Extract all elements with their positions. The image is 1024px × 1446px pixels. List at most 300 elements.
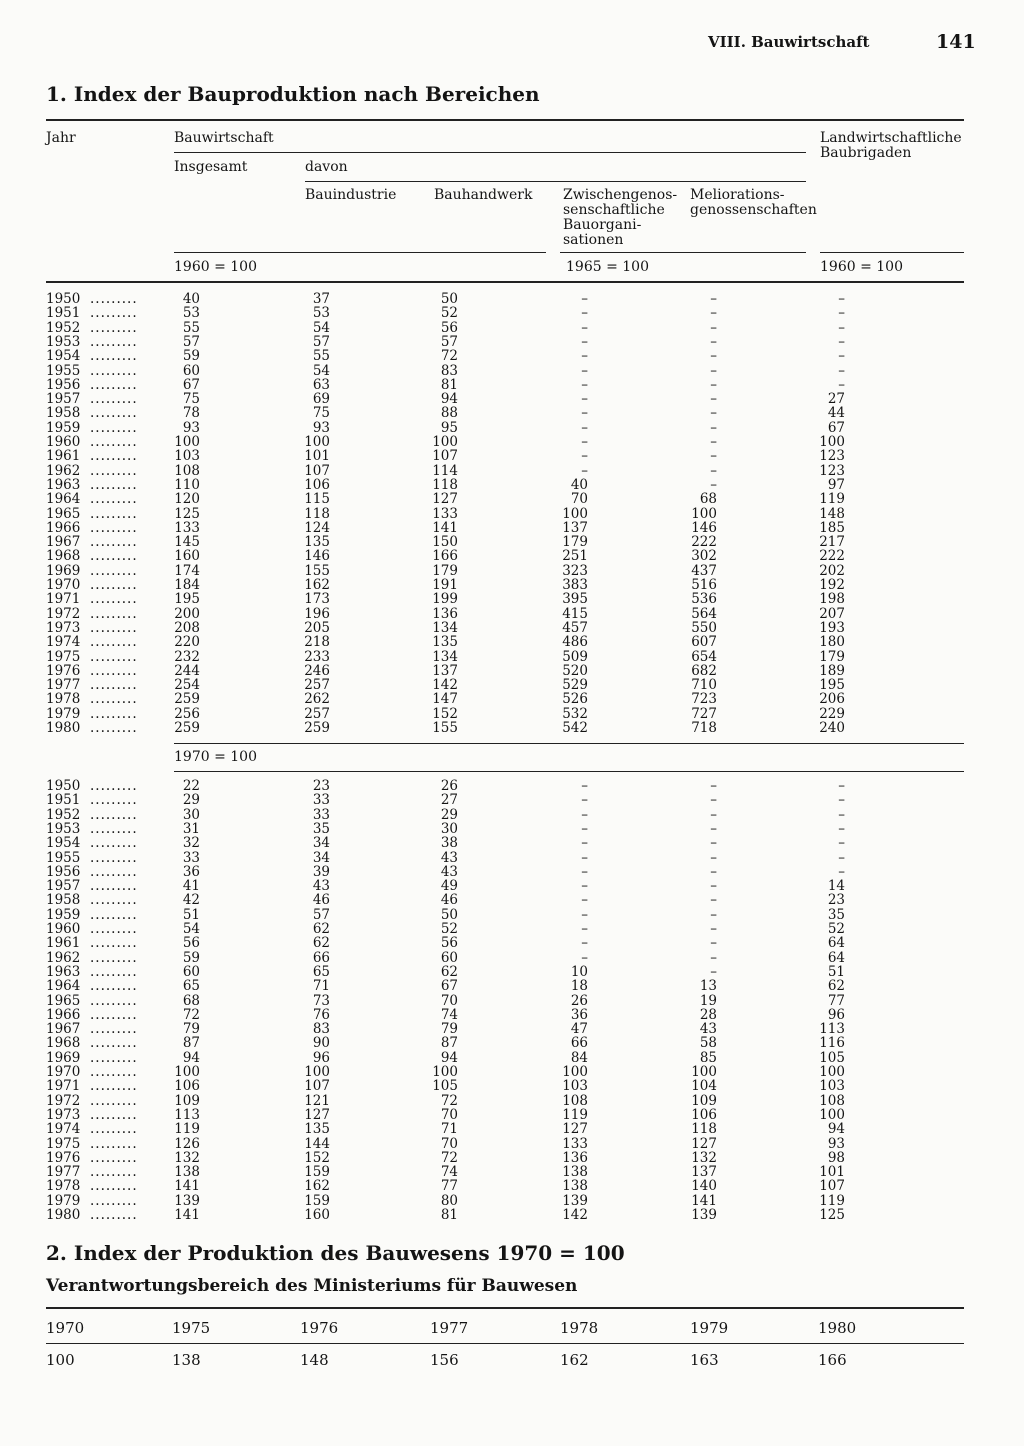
leader-dots: .........: [90, 878, 138, 895]
cell-year: 1960: [46, 434, 81, 450]
col-davon: davon: [305, 159, 348, 175]
leader-dots: .........: [90, 391, 138, 408]
leader-dots: .........: [90, 835, 138, 852]
leader-dots: .........: [90, 662, 138, 679]
table2-year: 1970: [46, 1319, 85, 1337]
cell-year: 1977: [46, 1164, 81, 1181]
cell-landwirtschaftliche-baubrigaden: 52: [827, 921, 845, 937]
leader-dots: .........: [90, 1035, 138, 1052]
cell-insgesamt: 32: [182, 835, 200, 852]
leader-dots: .........: [90, 405, 138, 422]
cell-meliorationsgenossenschaften: 13: [699, 978, 717, 995]
cell-insgesamt: 126: [174, 1135, 200, 1152]
cell-insgesamt: 200: [174, 605, 200, 622]
cell-zwischengenossenschaftlich: 10: [570, 963, 588, 980]
cell-insgesamt: 29: [182, 792, 200, 809]
cell-landwirtschaftliche-baubrigaden: 222: [819, 548, 845, 565]
cell-bauindustrie: 205: [304, 619, 330, 636]
cell-meliorationsgenossenschaften: –: [710, 792, 717, 809]
cell-meliorationsgenossenschaften: –: [710, 419, 717, 436]
leader-dots: .........: [90, 1049, 138, 1066]
cell-meliorationsgenossenschaften: 140: [691, 1178, 717, 1195]
cell-meliorationsgenossenschaften: 28: [699, 1006, 717, 1023]
cell-landwirtschaftliche-baubrigaden: –: [838, 333, 845, 350]
cell-landwirtschaftliche-baubrigaden: 229: [819, 705, 845, 722]
cell-meliorationsgenossenschaften: 146: [691, 519, 717, 536]
cell-bauhandwerk: 105: [432, 1078, 458, 1095]
cell-insgesamt: 30: [182, 806, 200, 823]
leader-dots: .........: [90, 963, 138, 980]
cell-insgesamt: 51: [182, 906, 200, 923]
cell-bauhandwerk: 70: [440, 1135, 458, 1152]
table1-top-rule: [46, 119, 964, 121]
cell-meliorationsgenossenschaften: 127: [691, 1135, 717, 1152]
cell-bauhandwerk: 52: [440, 305, 458, 322]
cell-zwischengenossenschaftlich: 84: [570, 1049, 588, 1066]
table2-value: 166: [818, 1351, 847, 1369]
cell-zwischengenossenschaftlich: 323: [562, 562, 588, 579]
cell-year: 1972: [46, 605, 81, 622]
cell-landwirtschaftliche-baubrigaden: 64: [827, 935, 845, 952]
cell-bauindustrie: 54: [312, 319, 330, 336]
cell-meliorationsgenossenschaften: –: [710, 376, 717, 393]
cell-year: 1969: [46, 562, 81, 579]
cell-year: 1980: [46, 720, 81, 736]
cell-insgesamt: 79: [182, 1021, 200, 1038]
cell-bauindustrie: 23: [312, 778, 330, 794]
cell-zwischengenossenschaftlich: –: [581, 806, 588, 823]
cell-year: 1954: [46, 835, 81, 852]
cell-year: 1954: [46, 348, 81, 365]
cell-year: 1955: [46, 362, 81, 379]
cell-bauindustrie: 100: [304, 1064, 330, 1080]
cell-bauhandwerk: 46: [440, 892, 458, 909]
cell-bauhandwerk: 43: [440, 863, 458, 880]
cell-zwischengenossenschaftlich: 251: [562, 548, 588, 565]
cell-zwischengenossenschaftlich: –: [581, 448, 588, 465]
cell-bauindustrie: 106: [304, 476, 330, 493]
cell-bauindustrie: 101: [304, 448, 330, 465]
table2-year: 1978: [560, 1319, 599, 1337]
cell-landwirtschaftliche-baubrigaden: –: [838, 835, 845, 852]
cell-zwischengenossenschaftlich: 526: [562, 691, 588, 708]
cell-bauindustrie: 118: [304, 505, 330, 522]
cell-bauindustrie: 115: [304, 491, 330, 508]
cell-landwirtschaftliche-baubrigaden: –: [838, 792, 845, 809]
leader-dots: .........: [90, 1006, 138, 1023]
cell-meliorationsgenossenschaften: –: [710, 963, 717, 980]
cell-zwischengenossenschaftlich: 179: [562, 534, 588, 551]
cell-meliorationsgenossenschaften: 718: [691, 720, 717, 736]
cell-bauhandwerk: 118: [432, 476, 458, 493]
cell-bauhandwerk: 81: [440, 1207, 458, 1223]
cell-landwirtschaftliche-baubrigaden: 27: [827, 391, 845, 408]
leader-dots: .........: [90, 1092, 138, 1109]
cell-bauhandwerk: 50: [440, 906, 458, 923]
cell-bauhandwerk: 30: [440, 820, 458, 837]
cell-meliorationsgenossenschaften: –: [710, 863, 717, 880]
cell-landwirtschaftliche-baubrigaden: –: [838, 849, 845, 866]
cell-zwischengenossenschaftlich: 40: [570, 476, 588, 493]
col-bauhandwerk: Bauhandwerk: [434, 187, 533, 203]
cell-year: 1962: [46, 462, 81, 479]
cell-meliorationsgenossenschaften: 106: [691, 1106, 717, 1123]
page-number: 141: [936, 31, 976, 53]
leader-dots: .........: [90, 476, 138, 493]
cell-zwischengenossenschaftlich: 70: [570, 491, 588, 508]
cell-zwischengenossenschaftlich: 509: [562, 648, 588, 665]
table2-value: 138: [172, 1351, 201, 1369]
table2-mid-rule: [46, 1343, 964, 1344]
cell-bauindustrie: 43: [312, 878, 330, 895]
cell-bauindustrie: 107: [304, 1078, 330, 1095]
cell-zwischengenossenschaftlich: –: [581, 949, 588, 966]
leader-dots: .........: [90, 705, 138, 722]
cell-insgesamt: 93: [182, 419, 200, 436]
leader-dots: .........: [90, 605, 138, 622]
cell-meliorationsgenossenschaften: 137: [691, 1164, 717, 1181]
table2-title: 2. Index der Produktion des Bauwesens 1970 = 100: [46, 1241, 625, 1265]
cell-zwischengenossenschaftlich: 136: [562, 1149, 588, 1166]
cell-landwirtschaftliche-baubrigaden: 193: [819, 619, 845, 636]
cell-bauindustrie: 146: [304, 548, 330, 565]
cell-bauhandwerk: 95: [440, 419, 458, 436]
cell-bauindustrie: 144: [304, 1135, 330, 1152]
cell-insgesamt: 259: [174, 691, 200, 708]
cell-bauindustrie: 46: [312, 892, 330, 909]
cell-landwirtschaftliche-baubrigaden: 108: [819, 1092, 845, 1109]
leader-dots: .........: [90, 1164, 138, 1181]
cell-zwischengenossenschaftlich: 520: [562, 662, 588, 679]
cell-zwischengenossenschaftlich: 542: [562, 720, 588, 736]
cell-zwischengenossenschaftlich: 100: [562, 1064, 588, 1080]
leader-dots: .........: [90, 491, 138, 508]
cell-insgesamt: 60: [182, 963, 200, 980]
cell-bauindustrie: 39: [312, 863, 330, 880]
leader-dots: .........: [90, 1121, 138, 1138]
cell-zwischengenossenschaftlich: 26: [570, 992, 588, 1009]
cell-landwirtschaftliche-baubrigaden: 192: [819, 577, 845, 593]
table2-year: 1976: [300, 1319, 339, 1337]
cell-insgesamt: 42: [182, 892, 200, 909]
cell-landwirtschaftliche-baubrigaden: 217: [819, 534, 845, 551]
cell-meliorationsgenossenschaften: 118: [691, 1121, 717, 1138]
cell-landwirtschaftliche-baubrigaden: 93: [827, 1135, 845, 1152]
cell-insgesamt: 141: [174, 1178, 200, 1195]
cell-bauhandwerk: 67: [440, 978, 458, 995]
cell-landwirtschaftliche-baubrigaden: 62: [827, 978, 845, 995]
cell-landwirtschaftliche-baubrigaden: 77: [827, 992, 845, 1009]
leader-dots: .........: [90, 677, 138, 694]
cell-zwischengenossenschaftlich: 100: [562, 505, 588, 522]
cell-insgesamt: 254: [174, 677, 200, 694]
cell-zwischengenossenschaftlich: –: [581, 892, 588, 909]
cell-insgesamt: 33: [182, 849, 200, 866]
cell-bauhandwerk: 100: [432, 434, 458, 450]
col-landwirtschaftliche-baubrigaden: Landwirtschaftliche Baubrigaden: [820, 130, 962, 161]
cell-bauhandwerk: 60: [440, 949, 458, 966]
cell-bauindustrie: 62: [312, 921, 330, 937]
cell-bauindustrie: 259: [304, 720, 330, 736]
cell-year: 1960: [46, 921, 81, 937]
cell-meliorationsgenossenschaften: 437: [691, 562, 717, 579]
leader-dots: .........: [90, 1135, 138, 1152]
cell-zwischengenossenschaftlich: –: [581, 348, 588, 365]
cell-bauhandwerk: 88: [440, 405, 458, 422]
cell-bauhandwerk: 72: [440, 1092, 458, 1109]
cell-bauhandwerk: 87: [440, 1035, 458, 1052]
cell-landwirtschaftliche-baubrigaden: 207: [819, 605, 845, 622]
table2-year: 1980: [818, 1319, 857, 1337]
cell-insgesamt: 174: [174, 562, 200, 579]
leader-dots: .........: [90, 978, 138, 995]
cell-year: 1966: [46, 519, 81, 536]
cell-year: 1965: [46, 505, 81, 522]
leader-dots: .........: [90, 1192, 138, 1209]
leader-dots: .........: [90, 505, 138, 522]
cell-bauhandwerk: 72: [440, 1149, 458, 1166]
cell-landwirtschaftliche-baubrigaden: –: [838, 291, 845, 307]
cell-bauhandwerk: 142: [432, 677, 458, 694]
cell-bauindustrie: 135: [304, 1121, 330, 1138]
cell-zwischengenossenschaftlich: –: [581, 419, 588, 436]
leader-dots: .........: [90, 333, 138, 350]
table2-top-rule: [46, 1307, 964, 1309]
cell-bauhandwerk: 83: [440, 362, 458, 379]
col-meliorationsgenossenschaften: Meliorations- genossenschaften: [690, 187, 817, 218]
cell-year: 1961: [46, 935, 81, 952]
cell-landwirtschaftliche-baubrigaden: 100: [819, 1064, 845, 1080]
cell-bauindustrie: 159: [304, 1164, 330, 1181]
cell-bauindustrie: 152: [304, 1149, 330, 1166]
cell-meliorationsgenossenschaften: 100: [691, 1064, 717, 1080]
cell-meliorationsgenossenschaften: –: [710, 849, 717, 866]
cell-bauindustrie: 83: [312, 1021, 330, 1038]
leader-dots: .........: [90, 448, 138, 465]
cell-insgesamt: 160: [174, 548, 200, 565]
cell-bauindustrie: 34: [312, 835, 330, 852]
leader-dots: .........: [90, 849, 138, 866]
cell-bauhandwerk: 74: [440, 1006, 458, 1023]
cell-zwischengenossenschaftlich: 457: [562, 619, 588, 636]
cell-zwischengenossenschaftlich: 66: [570, 1035, 588, 1052]
cell-bauindustrie: 173: [304, 591, 330, 608]
leader-dots: .........: [90, 863, 138, 880]
cell-bauhandwerk: 79: [440, 1021, 458, 1038]
cell-zwischengenossenschaftlich: 415: [562, 605, 588, 622]
cell-zwischengenossenschaftlich: –: [581, 462, 588, 479]
cell-insgesamt: 55: [182, 319, 200, 336]
cell-insgesamt: 87: [182, 1035, 200, 1052]
base-rule-mid: [560, 252, 806, 253]
cell-meliorationsgenossenschaften: –: [710, 462, 717, 479]
cell-bauindustrie: 155: [304, 562, 330, 579]
cell-zwischengenossenschaftlich: 383: [562, 577, 588, 593]
cell-meliorationsgenossenschaften: –: [710, 835, 717, 852]
cell-year: 1957: [46, 878, 81, 895]
cell-insgesamt: 125: [174, 505, 200, 522]
col-bauindustrie: Bauindustrie: [305, 187, 397, 203]
cell-bauhandwerk: 137: [432, 662, 458, 679]
cell-meliorationsgenossenschaften: 19: [699, 992, 717, 1009]
cell-zwischengenossenschaftlich: 18: [570, 978, 588, 995]
cell-bauhandwerk: 150: [432, 534, 458, 551]
cell-insgesamt: 113: [174, 1106, 200, 1123]
base-1960-left: 1960 = 100: [174, 259, 257, 275]
cell-bauindustrie: 162: [304, 1178, 330, 1195]
cell-bauindustrie: 124: [304, 519, 330, 536]
cell-insgesamt: 208: [174, 619, 200, 636]
cell-meliorationsgenossenschaften: 139: [691, 1207, 717, 1223]
cell-meliorationsgenossenschaften: –: [710, 878, 717, 895]
leader-dots: .........: [90, 348, 138, 365]
leader-dots: .........: [90, 419, 138, 436]
cell-bauindustrie: 218: [304, 634, 330, 651]
cell-year: 1967: [46, 534, 81, 551]
leader-dots: .........: [90, 921, 138, 937]
cell-bauhandwerk: 114: [432, 462, 458, 479]
cell-meliorationsgenossenschaften: –: [710, 305, 717, 322]
cell-insgesamt: 184: [174, 577, 200, 593]
leader-dots: .........: [90, 806, 138, 823]
cell-year: 1975: [46, 648, 81, 665]
cell-year: 1958: [46, 892, 81, 909]
cell-insgesamt: 103: [174, 448, 200, 465]
col-bauwirtschaft: Bauwirtschaft: [174, 130, 274, 146]
cell-insgesamt: 195: [174, 591, 200, 608]
cell-landwirtschaftliche-baubrigaden: 35: [827, 906, 845, 923]
cell-bauindustrie: 71: [312, 978, 330, 995]
cell-bauindustrie: 63: [312, 376, 330, 393]
cell-bauhandwerk: 166: [432, 548, 458, 565]
cell-insgesamt: 65: [182, 978, 200, 995]
col-insgesamt: Insgesamt: [174, 159, 248, 175]
cell-bauhandwerk: 191: [432, 577, 458, 593]
cell-zwischengenossenschaftlich: –: [581, 305, 588, 322]
cell-insgesamt: 54: [182, 921, 200, 937]
cell-bauindustrie: 162: [304, 577, 330, 593]
cell-meliorationsgenossenschaften: 516: [691, 577, 717, 593]
cell-zwischengenossenschaftlich: 133: [562, 1135, 588, 1152]
cell-year: 1978: [46, 691, 81, 708]
cell-year: 1965: [46, 992, 81, 1009]
leader-dots: .........: [90, 376, 138, 393]
cell-bauhandwerk: 107: [432, 448, 458, 465]
cell-year: 1959: [46, 906, 81, 923]
cell-meliorationsgenossenschaften: 132: [691, 1149, 717, 1166]
cell-year: 1971: [46, 1078, 81, 1095]
cell-bauhandwerk: 74: [440, 1164, 458, 1181]
cell-bauhandwerk: 71: [440, 1121, 458, 1138]
cell-year: 1951: [46, 305, 81, 322]
leader-dots: .........: [90, 634, 138, 651]
cell-bauindustrie: 246: [304, 662, 330, 679]
table2-value: 100: [46, 1351, 75, 1369]
cell-bauhandwerk: 43: [440, 849, 458, 866]
cell-zwischengenossenschaftlich: –: [581, 405, 588, 422]
cell-year: 1963: [46, 963, 81, 980]
cell-bauindustrie: 96: [312, 1049, 330, 1066]
cell-bauhandwerk: 199: [432, 591, 458, 608]
cell-insgesamt: 139: [174, 1192, 200, 1209]
cell-year: 1956: [46, 376, 81, 393]
cell-insgesamt: 57: [182, 333, 200, 350]
base-rule-right: [820, 252, 964, 253]
cell-meliorationsgenossenschaften: 727: [691, 705, 717, 722]
cell-bauhandwerk: 38: [440, 835, 458, 852]
cell-landwirtschaftliche-baubrigaden: 103: [819, 1078, 845, 1095]
leader-dots: .........: [90, 1078, 138, 1095]
cell-landwirtschaftliche-baubrigaden: 116: [819, 1035, 845, 1052]
cell-meliorationsgenossenschaften: –: [710, 291, 717, 307]
cell-insgesamt: 259: [174, 720, 200, 736]
leader-dots: .........: [90, 305, 138, 322]
cell-year: 1950: [46, 778, 81, 794]
cell-bauindustrie: 66: [312, 949, 330, 966]
cell-year: 1980: [46, 1207, 81, 1223]
base-1960-right: 1960 = 100: [820, 259, 903, 275]
cell-landwirtschaftliche-baubrigaden: 23: [827, 892, 845, 909]
cell-bauhandwerk: 77: [440, 1178, 458, 1195]
cell-meliorationsgenossenschaften: –: [710, 806, 717, 823]
cell-bauindustrie: 93: [312, 419, 330, 436]
leader-dots: .........: [90, 720, 138, 736]
cell-meliorationsgenossenschaften: –: [710, 348, 717, 365]
cell-bauindustrie: 37: [312, 291, 330, 307]
cell-zwischengenossenschaftlich: 142: [562, 1207, 588, 1223]
cell-bauhandwerk: 29: [440, 806, 458, 823]
leader-dots: .........: [90, 648, 138, 665]
cell-meliorationsgenossenschaften: –: [710, 906, 717, 923]
leader-dots: .........: [90, 434, 138, 450]
cell-landwirtschaftliche-baubrigaden: 44: [827, 405, 845, 422]
cell-landwirtschaftliche-baubrigaden: 64: [827, 949, 845, 966]
cell-insgesamt: 59: [182, 348, 200, 365]
cell-year: 1953: [46, 820, 81, 837]
cell-year: 1968: [46, 548, 81, 565]
cell-zwischengenossenschaftlich: 103: [562, 1078, 588, 1095]
cell-bauindustrie: 62: [312, 935, 330, 952]
cell-zwischengenossenschaftlich: 532: [562, 705, 588, 722]
cell-landwirtschaftliche-baubrigaden: 195: [819, 677, 845, 694]
cell-year: 1976: [46, 662, 81, 679]
cell-bauhandwerk: 155: [432, 720, 458, 736]
cell-insgesamt: 59: [182, 949, 200, 966]
cell-landwirtschaftliche-baubrigaden: –: [838, 348, 845, 365]
cell-year: 1969: [46, 1049, 81, 1066]
cell-bauhandwerk: 70: [440, 992, 458, 1009]
cell-bauindustrie: 75: [312, 405, 330, 422]
block2-rule-top: [174, 743, 964, 744]
cell-insgesamt: 67: [182, 376, 200, 393]
cell-bauindustrie: 121: [304, 1092, 330, 1109]
cell-bauhandwerk: 152: [432, 705, 458, 722]
cell-bauindustrie: 33: [312, 806, 330, 823]
cell-landwirtschaftliche-baubrigaden: 67: [827, 419, 845, 436]
leader-dots: .........: [90, 792, 138, 809]
cell-year: 1977: [46, 677, 81, 694]
cell-bauindustrie: 90: [312, 1035, 330, 1052]
cell-bauhandwerk: 134: [432, 648, 458, 665]
cell-bauindustrie: 34: [312, 849, 330, 866]
cell-meliorationsgenossenschaften: –: [710, 362, 717, 379]
cell-meliorationsgenossenschaften: 536: [691, 591, 717, 608]
cell-meliorationsgenossenschaften: 43: [699, 1021, 717, 1038]
cell-insgesamt: 68: [182, 992, 200, 1009]
cell-zwischengenossenschaftlich: –: [581, 362, 588, 379]
header-bottom-rule: [46, 281, 964, 283]
base-1965: 1965 = 100: [566, 259, 649, 275]
